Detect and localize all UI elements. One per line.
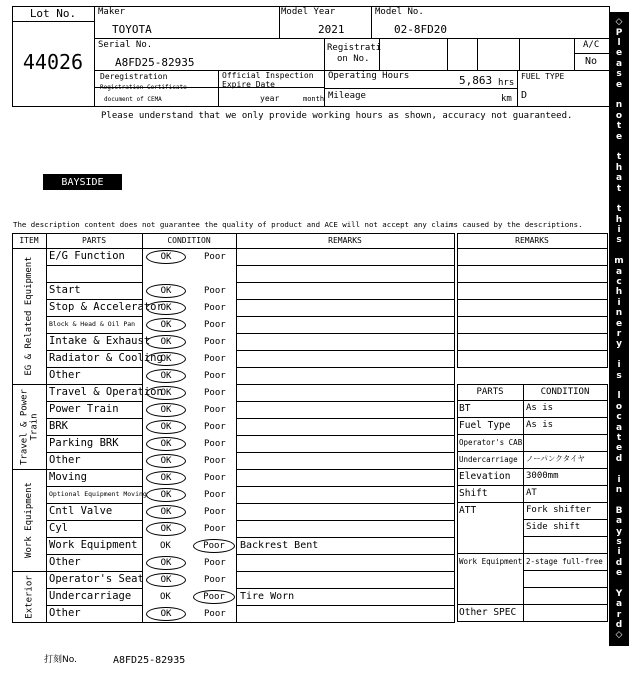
rule-line: [46, 571, 142, 572]
spec-label: Shift: [459, 488, 488, 499]
sidebar-letter: m: [614, 256, 624, 267]
sidebar-letter: s: [616, 235, 622, 246]
inspection-label-1: Official Inspection: [222, 71, 314, 80]
rule-line: [236, 452, 454, 453]
rule-line: [236, 282, 454, 283]
rule-line: [12, 248, 454, 249]
rule-line: [46, 282, 142, 283]
rule-line: [523, 468, 607, 469]
rule-line: [457, 621, 607, 622]
rule-line: [457, 434, 523, 435]
spec-label: Operator's CAB: [459, 438, 523, 447]
sidebar-letter: t: [616, 204, 622, 215]
rule-line: [46, 401, 142, 402]
registration-label-2: on No.: [337, 54, 370, 64]
ok-selected-mark: OK: [146, 420, 186, 434]
registration-certificate-label: Registration Certificate: [100, 84, 187, 91]
part-label: Cntl Valve: [49, 505, 113, 517]
poor-selected-mark: Poor: [193, 590, 235, 604]
rule-line: [46, 350, 142, 351]
part-label: Start: [49, 284, 81, 296]
ok-selected-mark: OK: [146, 284, 186, 298]
rule-line: [236, 333, 454, 334]
sidebar-letter: a: [615, 422, 623, 433]
col-parts-header: PARTS: [81, 236, 107, 245]
sidebar-letter: i: [617, 225, 621, 236]
poor-option: Poor: [204, 439, 226, 449]
mileage-label: Mileage: [328, 91, 366, 101]
spec-value: As is: [526, 420, 554, 430]
poor-option: Poor: [204, 609, 226, 619]
ok-selected-mark: OK: [146, 403, 186, 417]
part-label: Other: [49, 454, 81, 466]
col-condition-header: CONDITION: [167, 236, 211, 245]
maker-value: TOYOTA: [112, 23, 152, 36]
item-group-name: EG & Related Equipment: [23, 256, 34, 376]
cema-doc-label: document of CEMA: [104, 96, 162, 103]
rule-line: [523, 604, 607, 605]
item-group-name: Exterior: [23, 574, 34, 619]
rule-line: [523, 451, 607, 452]
rule-line: [46, 486, 142, 487]
sidebar-letter: c: [616, 277, 622, 288]
sidebar-letter: e: [615, 79, 623, 90]
rule-line: [236, 418, 454, 419]
item-group-label: [12, 384, 46, 469]
sidebar-letter: n: [615, 484, 623, 495]
rule-line: [607, 233, 608, 368]
poor-option: Poor: [204, 473, 226, 483]
poor-option: Poor: [204, 354, 226, 364]
spec-label: Undercarriage: [459, 455, 518, 464]
item-group-label: [12, 469, 46, 571]
poor-option: Poor: [204, 422, 226, 432]
rule-line: [46, 588, 142, 589]
rule-line: [142, 233, 143, 623]
part-label: BRK: [49, 420, 68, 432]
sidebar-letter: h: [615, 162, 623, 173]
stamp-label: 打刻No.: [44, 655, 77, 665]
sidebar-letter: a: [615, 266, 623, 277]
part-label: Work Equipment: [49, 539, 138, 551]
ok-selected-mark: OK: [146, 352, 186, 366]
rule-line: [523, 485, 607, 486]
sidebar-letter: d: [615, 453, 623, 464]
rule-line: [46, 367, 142, 368]
rule-line: [46, 418, 142, 419]
sidebar-letter: l: [617, 38, 621, 49]
year-label: year: [260, 94, 280, 103]
ok-selected-mark: OK: [146, 454, 186, 468]
sidebar-letter: a: [615, 599, 623, 610]
sidebar-letter: a: [615, 516, 623, 527]
sidebar-letter: t: [616, 183, 622, 194]
sidebar-letter: i: [617, 474, 621, 485]
spec-value: 3000mm: [526, 471, 559, 481]
rule-line: [236, 435, 454, 436]
sidebar-letter: c: [616, 412, 622, 423]
sidebar-letter: n: [615, 308, 623, 319]
lot-no-value: 44026: [22, 50, 84, 74]
rule-line: [46, 520, 142, 521]
ok-selected-mark: OK: [146, 318, 186, 332]
sidebar-letter: s: [616, 69, 622, 80]
part-label: E/G Function: [49, 250, 125, 262]
sidebar-letter: s: [616, 536, 622, 547]
rule-line: [523, 570, 607, 571]
poor-option: Poor: [204, 575, 226, 585]
serial-no-value: A8FD25-82935: [115, 56, 195, 69]
part-label: Radiator & Cooling: [49, 352, 163, 364]
item-group-name: Work Equipment: [23, 482, 34, 558]
col-remarks-header: REMARKS: [328, 236, 362, 245]
poor-option: Poor: [204, 388, 226, 398]
rule-line: [457, 485, 523, 486]
rule-line: [457, 248, 607, 249]
sidebar-letter: B: [615, 505, 623, 516]
sidebar-letter: r: [616, 609, 622, 620]
rule-line: [236, 605, 454, 606]
rule-line: [457, 333, 607, 334]
poor-option: Poor: [204, 320, 226, 330]
rule-line: [457, 233, 458, 368]
model-no-label: Model No.: [375, 7, 424, 17]
poor-option: Poor: [204, 286, 226, 296]
model-year-value: 2021: [318, 23, 345, 36]
rule-line: [236, 233, 237, 623]
sidebar-letter: a: [615, 58, 623, 69]
poor-option: Poor: [204, 252, 226, 262]
poor-option: Poor: [204, 371, 226, 381]
rule-line: [12, 233, 454, 234]
part-label: Other: [49, 607, 81, 619]
rule-line: [454, 233, 455, 623]
poor-option: Poor: [204, 507, 226, 517]
part-label: Travel & Operation: [49, 386, 163, 398]
poor-option: Poor: [204, 337, 226, 347]
sidebar-letter: e: [615, 131, 623, 142]
ok-selected-mark: OK: [146, 250, 186, 264]
remark-text: Backrest Bent: [240, 540, 319, 551]
sidebar-letter: P: [615, 27, 623, 38]
ok-option: OK: [160, 541, 171, 551]
rule-line: [523, 536, 607, 537]
rule-line: [46, 316, 142, 317]
sidebar-letter: t: [616, 432, 622, 443]
ok-selected-mark: OK: [146, 386, 186, 400]
rule-line: [236, 554, 454, 555]
rule-line: [236, 486, 454, 487]
sidebar-letter: i: [617, 547, 621, 558]
registration-label-1: Registrati: [327, 43, 382, 53]
ok-selected-mark: OK: [146, 488, 186, 502]
sidebar-letter: d: [615, 620, 623, 631]
part-label: Cyl: [49, 522, 68, 534]
part-label: Other: [49, 556, 81, 568]
rule-line: [236, 299, 454, 300]
fuel-type-value: D: [521, 90, 528, 101]
rule-line: [523, 502, 607, 503]
part-label: Optional Equipment Moving: [49, 490, 147, 498]
hrs-unit: hrs: [498, 78, 515, 88]
ok-selected-mark: OK: [146, 301, 186, 315]
model-no-value: 02-8FD20: [394, 23, 447, 36]
hours-notice: Please understand that we only provide working hours as shown, accuracy not guaranteed.: [101, 111, 573, 121]
part-label: Other: [49, 369, 81, 381]
poor-option: Poor: [204, 456, 226, 466]
poor-selected-mark: Poor: [193, 539, 235, 553]
inspection-label-2: Expire Date: [222, 80, 275, 89]
sidebar-letter: e: [615, 48, 623, 59]
part-label: Intake & Exhaust: [49, 335, 151, 347]
ok-selected-mark: OK: [146, 522, 186, 536]
spec-parts-header: PARTS: [476, 387, 504, 397]
spec-value: Fork shifter: [526, 505, 592, 515]
sidebar-letter: i: [617, 360, 621, 371]
location-badge: BAYSIDE: [43, 174, 122, 190]
ok-option: OK: [160, 592, 171, 602]
ok-selected-mark: OK: [146, 607, 186, 621]
model-year-label: Model Year: [281, 7, 336, 17]
poor-option: Poor: [204, 490, 226, 500]
sidebar-letter: y: [616, 339, 622, 350]
rule-line: [236, 537, 454, 538]
sidebar-letter: o: [615, 401, 623, 412]
ok-selected-mark: OK: [146, 437, 186, 451]
item-group-name-line1: Travel & Power: [18, 388, 29, 465]
rule-line: [236, 384, 454, 385]
part-label: Block & Head & Oil Pan: [49, 320, 136, 328]
sidebar-letter: n: [615, 100, 623, 111]
rule-line: [236, 265, 454, 266]
rule-line: [457, 384, 607, 385]
part-label: Stop & Accelerator: [49, 301, 163, 313]
rule-line: [457, 282, 607, 283]
operating-hours-label: Operating Hours: [328, 71, 410, 81]
rule-line: [523, 519, 607, 520]
rule-line: [236, 401, 454, 402]
spec-value: Side shift: [526, 522, 581, 532]
sidebar-letter: r: [616, 329, 622, 340]
rule-line: [607, 384, 608, 622]
spec-label: Work Equipment: [459, 557, 523, 566]
rule-line: [12, 622, 454, 623]
remark-text: Tire Worn: [240, 591, 295, 602]
sidebar-letter: l: [617, 391, 621, 402]
spec-value: 2-stage full-free: [526, 557, 603, 566]
operating-hours-value: 5,863: [459, 74, 493, 87]
sidebar-letter: d: [615, 557, 623, 568]
sidebar-letter: s: [616, 370, 622, 381]
rule-line: [236, 367, 454, 368]
deregistration-label: Deregistration: [100, 72, 168, 81]
col-item-header: ITEM: [19, 236, 39, 245]
sidebar-letter: i: [617, 297, 621, 308]
part-label: Power Train: [49, 403, 119, 415]
rule-line: [236, 571, 454, 572]
rule-line: [46, 605, 142, 606]
ok-selected-mark: OK: [146, 471, 186, 485]
rule-line: [457, 468, 523, 469]
sidebar-letter: e: [615, 568, 623, 579]
rule-line: [46, 435, 142, 436]
sidebar-letter: h: [615, 287, 623, 298]
location-sidebar: [609, 12, 629, 646]
rule-line: [457, 299, 607, 300]
rule-line: [457, 316, 607, 317]
sidebar-letter: t: [616, 121, 622, 132]
km-unit: km: [501, 94, 512, 104]
lot-no-label: Lot No.: [29, 7, 77, 20]
rule-line: [457, 400, 607, 401]
sidebar-letter: ◇: [615, 630, 623, 641]
serial-no-label: Serial No.: [98, 40, 153, 50]
spec-label: ATT: [459, 505, 477, 516]
rule-line: [46, 503, 142, 504]
right-remarks-header: REMARKS: [515, 236, 549, 245]
item-group-label: [12, 571, 46, 622]
rule-line: [523, 587, 607, 588]
rule-line: [46, 554, 142, 555]
rule-line: [236, 316, 454, 317]
rule-line: [46, 333, 142, 334]
fuel-type-label: FUEL TYPE: [521, 72, 565, 81]
rule-line: [457, 553, 523, 554]
sidebar-letter: t: [616, 152, 622, 163]
part-label: Operator's Seat: [49, 573, 144, 585]
sidebar-letter: Y: [615, 588, 623, 599]
stamp-value: A8FD25-82935: [113, 655, 186, 666]
rule-line: [457, 417, 523, 418]
sidebar-letter: e: [615, 443, 623, 454]
month-label: month: [303, 95, 325, 103]
poor-option: Poor: [204, 405, 226, 415]
sidebar-letter: e: [615, 318, 623, 329]
spec-label: Elevation: [459, 471, 511, 482]
ok-selected-mark: OK: [146, 505, 186, 519]
rule-line: [236, 503, 454, 504]
spec-label: BT: [459, 403, 471, 414]
rule-line: [523, 417, 607, 418]
sidebar-letter: h: [615, 214, 623, 225]
spec-value: AT: [526, 488, 537, 498]
rule-line: [457, 502, 523, 503]
item-group-name-line2: Train: [28, 412, 39, 441]
ok-selected-mark: OK: [146, 335, 186, 349]
maker-label: Maker: [98, 7, 126, 17]
rule-line: [46, 537, 142, 538]
rule-line: [457, 604, 523, 605]
ok-selected-mark: OK: [146, 369, 186, 383]
sidebar-letter: ◇: [615, 17, 623, 28]
rule-line: [457, 265, 607, 266]
rule-line: [46, 452, 142, 453]
ac-label: A/C: [583, 40, 600, 50]
poor-option: Poor: [204, 558, 226, 568]
rule-line: [457, 233, 607, 234]
rule-line: [236, 350, 454, 351]
spec-label: Other SPEC: [459, 607, 517, 618]
item-group-label: [12, 248, 46, 384]
ok-selected-mark: OK: [146, 573, 186, 587]
rule-line: [46, 384, 142, 385]
ok-selected-mark: OK: [146, 556, 186, 570]
part-label: Parking BRK: [49, 437, 119, 449]
ac-value: No: [585, 56, 598, 67]
rule-line: [46, 299, 142, 300]
spec-value: As is: [526, 403, 554, 413]
poor-option: Poor: [204, 303, 226, 313]
spec-condition-header: CONDITION: [540, 387, 590, 397]
part-label: Undercarriage: [49, 590, 132, 602]
sidebar-letter: o: [615, 110, 623, 121]
rule-line: [457, 451, 523, 452]
rule-line: [457, 350, 607, 351]
rule-line: [236, 520, 454, 521]
spec-label: Fuel Type: [459, 420, 511, 431]
rule-line: [457, 384, 458, 622]
rule-line: [523, 434, 607, 435]
rule-line: [523, 553, 607, 554]
poor-option: Poor: [204, 524, 226, 534]
rule-line: [457, 367, 607, 368]
sidebar-letter: a: [615, 173, 623, 184]
rule-line: [46, 469, 142, 470]
rule-line: [236, 469, 454, 470]
sidebar-letter: y: [616, 526, 622, 537]
disclaimer: The description content does not guarantee the quality of product and ACE will not accept any claims caused by the descriptions.: [13, 220, 583, 229]
spec-value: ノーパンクタイヤ: [526, 454, 585, 463]
rule-line: [236, 588, 454, 589]
part-label: Moving: [49, 471, 87, 483]
rule-line: [46, 265, 142, 266]
